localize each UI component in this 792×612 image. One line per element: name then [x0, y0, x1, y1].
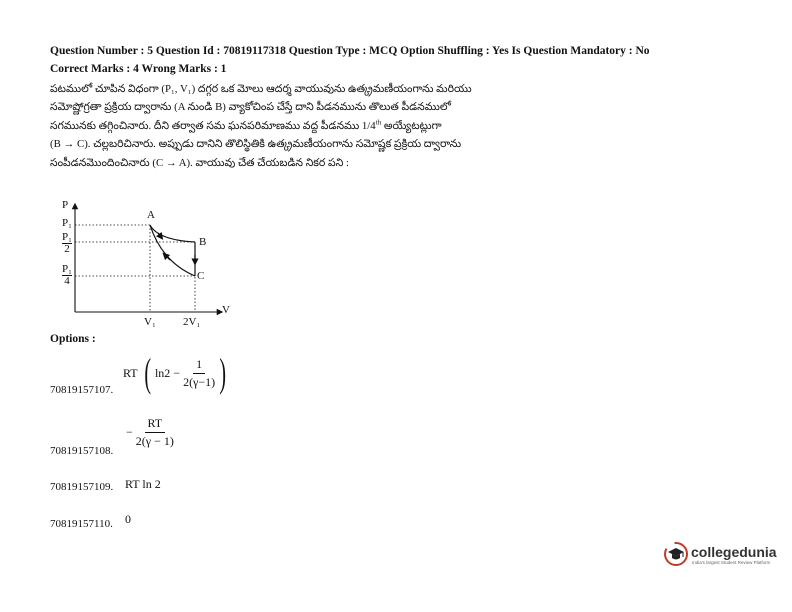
option-4-formula: 0 [125, 512, 131, 526]
pv-diagram [40, 200, 250, 340]
point-c-label: C [197, 270, 205, 282]
x-axis-label: V [222, 304, 230, 316]
option-2-formula: − $\frac{RT}{2(\gamma - 1)}$ [126, 416, 174, 448]
question-line: సమోష్ణోగ్రతా ప్రక్రియ ద్వారాను (A నుండి B) వ్యాకోచింప చేస్తే దాని పీడనమును తొలుత పీడనములో [50, 101, 451, 114]
question-line: సంపీడనమొందించినారు (C → A). వాయువు చేత చేయబడిన నికర పని : [50, 156, 349, 169]
collegedunia-logo [664, 542, 788, 568]
question-line: పటములో చూపిన విధంగా (P₁, V₁) దగ్గర ఒక మోలు ఆదర్శ వాయువును ఉత్క్రమణీయంగాను మరియు [50, 83, 472, 95]
v2-label: 2V₁ [183, 316, 201, 328]
process-a-b [150, 225, 195, 242]
option-id: 70819157107. [50, 384, 114, 396]
logo-name: collegedunia [691, 544, 777, 560]
question-meta-line2: Correct Marks : 4 Wrong Marks : 1 [50, 63, 227, 75]
question-line: సగమునకు తగ్గించినారు. దీని తర్వాత సమ ఘనపరిమాణము వద్ద పీడనము 1/4th అయ్యేటట్లుగా [50, 118, 442, 132]
p-quarter-label: P₁ 4 [62, 263, 72, 287]
option-3-formula: RT ln 2 [125, 477, 161, 491]
option-id: 70819157110. [50, 518, 113, 530]
option-id: 70819157108. [50, 445, 114, 457]
option-id: 70819157109. [50, 481, 114, 493]
option-1-formula: RT ( ln2 − $\frac{1}{2(\gamma-1)}$ ) [123, 350, 227, 395]
question-meta-line1: Question Number : 5 Question Id : 70819117318 Question Type : MCQ Option Shuffling : Yes Is Question Mandatory : No [50, 45, 650, 57]
v1-label: V₁ [144, 316, 156, 328]
p-half-label: P₁ 2 [62, 231, 72, 255]
logo-tagline: India's largest Student Review Platform [692, 560, 771, 565]
graduation-cap-icon [664, 542, 688, 566]
options-label: Options : [50, 333, 96, 345]
question-line: (B → C). చల్లబరిచినారు. అప్పుడు దానిని తొలిస్థితికి ఉత్క్రమణీయంగాను సమోష్ణక ప్రక్రియ ద్వారాను [50, 138, 462, 151]
point-b-label: B [199, 236, 207, 248]
point-a-label: A [147, 209, 155, 221]
y-axis-label: P [62, 199, 69, 211]
p1-label: P₁ [62, 217, 72, 229]
question-text [50, 80, 750, 172]
